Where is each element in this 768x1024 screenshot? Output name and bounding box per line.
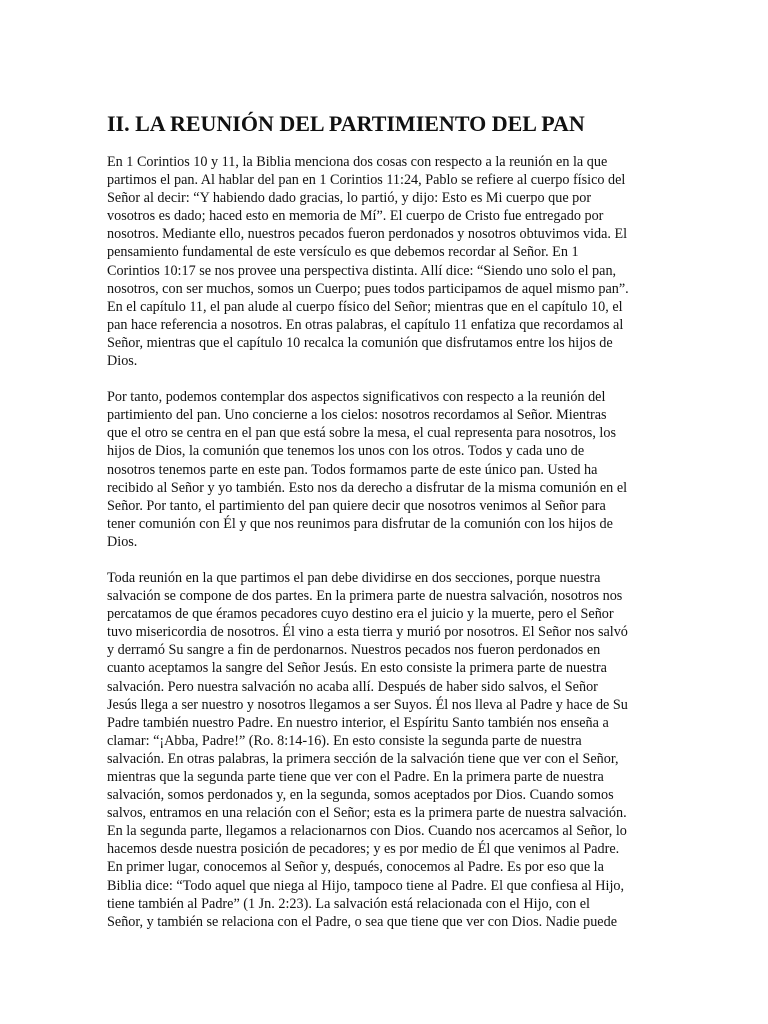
paragraph-line: pensamiento fundamental de este versículo es que debemos recordar al Señor. En 1 [107, 244, 579, 261]
document-body [107, 153, 663, 949]
paragraph-line: hijos de Dios, la comunión que tenemos los unos con los otros. Todos y cada uno de [107, 443, 585, 460]
paragraph-line: Señor, mientras que el capítulo 10 recalca la comunión que disfrutamos entre los hijos de [107, 334, 613, 351]
paragraph-line: que el otro se centra en el pan que está sobre la mesa, el cual representa para nosotros, los [107, 425, 616, 442]
paragraph-line: Señor al decir: “Y habiendo dado gracias, lo partió, y dijo: Esto es Mi cuerpo que por [107, 190, 592, 207]
section-title: II. LA REUNIÓN DEL PARTIMIENTO DEL PAN [107, 111, 585, 136]
paragraph-line: pan hace referencia a nosotros. En otras palabras, el capítulo 11 enfatiza que recordamos al [107, 316, 624, 333]
paragraph-line: Jesús llega a ser nuestro y nosotros llegamos a ser Suyos. Él nos lleva al Padre y hace de Su [107, 696, 628, 713]
paragraph-line: En primer lugar, conocemos al Señor y, después, conocemos al Padre. Es por eso que la [107, 859, 604, 876]
paragraph-line: Señor, y también se relaciona con el Padre, o sea que tiene que ver con Dios. Nadie puede [107, 913, 617, 930]
paragraph-line: nosotros, con ser muchos, somos un Cuerpo; pues todos participamos de aquel mismo pan”. [107, 280, 629, 297]
paragraph-line: Biblia dice: “Todo aquel que niega al Hijo, tampoco tiene al Padre. El que confiesa al Hijo, [107, 877, 625, 894]
paragraph-line: Dios. [107, 533, 138, 550]
paragraph-line: partimiento del pan. Uno concierne a los cielos: nosotros recordamos al Señor. Mientras [107, 407, 607, 424]
paragraph-line: nosotros. Mediante ello, nuestros pecados fueron perdonados y nosotros obtuvimos vida. El [107, 226, 628, 243]
paragraph-line: hacemos desde nuestra posición de pecadores; y es por medio de Él que venimos al Padre. [107, 841, 620, 858]
paragraph-line: salvación, somos perdonados y, en la segunda, somos aceptados por Dios. Cuando somos [107, 787, 614, 804]
paragraph [107, 569, 663, 931]
paragraph-line: salvación. En otras palabras, la primera sección de la salvación tiene que ver con el Señor, [107, 750, 619, 767]
paragraph-line: partimos el pan. Al hablar del pan en 1 Corintios 11:24, Pablo se refiere al cuerpo físico del [107, 172, 626, 189]
paragraph-line: En la segunda parte, llegamos a relacionarnos con Dios. Cuando nos acercamos al Señor, lo [107, 823, 627, 840]
paragraph-line: En el capítulo 11, el pan alude al cuerpo físico del Señor; mientras que en el capítulo 10, el [107, 298, 623, 315]
paragraph-line: percatamos de que éramos pecadores cuyo destino era el juicio y la muerte, pero el Señor [107, 606, 614, 623]
paragraph-line: En 1 Corintios 10 y 11, la Biblia menciona dos cosas con respecto a la reunión en la que [107, 154, 608, 170]
paragraph-line: vosotros es dado; haced esto en memoria de Mí”. El cuerpo de Cristo fue entregado por [107, 208, 604, 225]
paragraph-line: Señor. Por tanto, el partimiento del pan quiere decir que nosotros venimos al Señor para [107, 497, 606, 514]
paragraph-line: Padre también nuestro Padre. En nuestro interior, el Espíritu Santo también nos enseña a [107, 714, 609, 731]
paragraph-line: Dios. [107, 353, 138, 370]
paragraph-line: cuanto aceptamos la sangre del Señor Jesús. En esto consiste la primera parte de nuestra [107, 660, 607, 677]
paragraph-line: recibido al Señor y yo también. Esto nos da derecho a disfrutar de la misma comunión en el [107, 479, 628, 496]
paragraph [107, 153, 663, 370]
paragraph-line: mientras que la segunda parte tiene que ver con el Padre. En la primera parte de nuestra [107, 769, 604, 785]
paragraph-line: Corintios 10:17 se nos provee una perspectiva distinta. Allí dice: “Siendo uno solo el pan, [107, 262, 617, 279]
paragraph-line: tener comunión con Él y que nos reunimos para disfrutar de la comunión con los hijos de [107, 515, 613, 532]
paragraph-line: salvos, entramos en una relación con el Señor; esta es la primera parte de nuestra salvación. [107, 805, 627, 822]
paragraph-line: clamar: “¡Abba, Padre!” (Ro. 8:14-16). En esto consiste la segunda parte de nuestra [107, 732, 582, 749]
paragraph-line: y derramó Su sangre a fin de perdonarnos. Nuestros pecados nos fueron perdonados en [107, 642, 601, 659]
paragraph-line: Por tanto, podemos contemplar dos aspectos significativos con respecto a la reunión del [107, 389, 606, 406]
paragraph-line: tuvo misericordia de nosotros. Él vino a esta tierra y murió por nosotros. El Señor nos salvó [107, 624, 628, 641]
paragraph-line: salvación. Pero nuestra salvación no acaba allí. Después de haber sido salvos, el Señor [107, 678, 598, 695]
paragraph-line: tiene también al Padre” (1 Jn. 2:23). La salvación está relacionada con el Hijo, con el [107, 895, 590, 912]
paragraph-line: nosotros tenemos parte en este pan. Todos formamos parte de este único pan. Usted ha [107, 461, 598, 478]
paragraph-line: Toda reunión en la que partimos el pan debe dividirse en dos secciones, porque nuestra [107, 569, 601, 586]
paragraph [107, 388, 663, 551]
paragraph-line: salvación se compone de dos partes. En la primera parte de nuestra salvación, nosotros nos [107, 588, 623, 605]
